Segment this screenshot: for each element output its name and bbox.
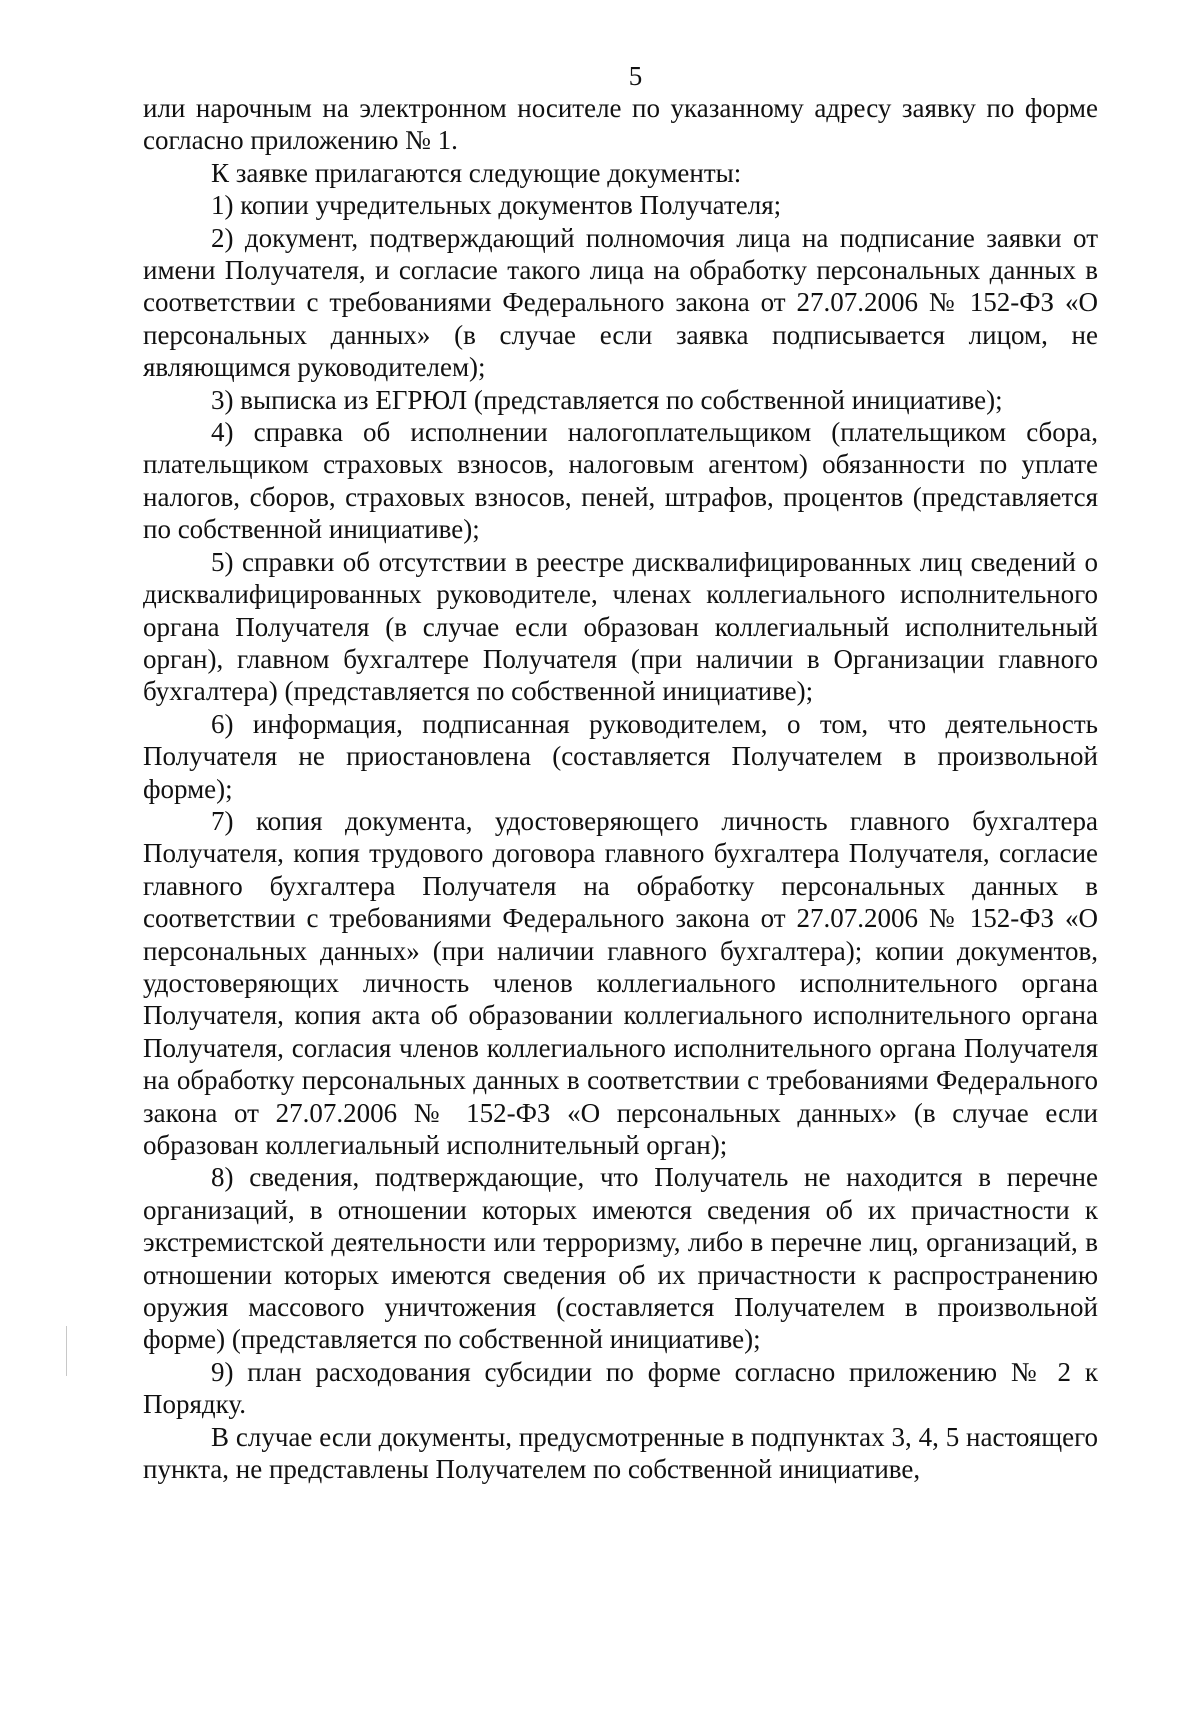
list-item-1: 1) копии учредительных документов Получателя;	[211, 190, 782, 221]
paragraph: или нарочным на электронном носителе по указанному адресу заявку по форме согласно приложению № 1.	[143, 93, 1098, 156]
list-item-9: 9) план расходования субсидии по форме согласно приложению № 2 к Порядку.	[143, 1356, 1098, 1420]
list-item-4: 4) справка об исполнении налогоплательщиком (плательщиком сбора, плательщиком страховых взносов, налоговым агентом) обязанности по уплате налогов, сборов, страховых взносов, пеней, штрафов, процентов (представляется по собственной инициативе);	[143, 417, 1098, 545]
document-body	[143, 92, 1098, 1485]
list-item-8: 8) сведения, подтверждающие, что Получатель не находится в перечне организаций, в отношении которых имеются сведения об их причастности к экстремистской деятельности или терроризму, либо в перечне лиц, организаций, в отношении которых имеются сведения об их причастности к распространению оружия массового уничтожения (составляется Получателем в произвольной форме) (представляется по собственной инициативе);	[143, 1162, 1098, 1355]
page-number: 5	[628, 61, 643, 91]
list-item-2: 2) документ, подтверждающий полномочия лица на подписание заявки от имени Получателя, и согласие такого лица на обработку персональных данных в соответствии с требованиями Федерального закона от 27.07.2006 № 152-ФЗ «О персональных данных» (в случае если заявка подписывается лицом, не являющимся руководителем);	[143, 222, 1098, 383]
document-page	[143, 60, 1098, 1485]
list-item-7: 7) копия документа, удостоверяющего личность главного бухгалтера Получателя, копия трудового договора главного бухгалтера Получателя, согласие главного бухгалтера Получателя на обработку персональных данных в соответствии с требованиями Федерального закона от 27.07.2006 № 152-ФЗ «О персональных данных» (при наличии главного бухгалтера); копии документов, удостоверяющих личность членов коллегиального исполнительного органа Получателя, копия акта об образовании коллегиального исполнительного органа Получателя, согласия членов коллегиального исполнительного органа Получателя на обработку персональных данных в соответствии с требованиями Федерального закона от 27.07.2006 № 152-ФЗ «О персональных данных» (в случае если образован коллегиальный исполнительный орган);	[143, 805, 1098, 1160]
margin-mark	[66, 1326, 67, 1376]
paragraph: В случае если документы, предусмотренные в подпунктах 3, 4, 5 настоящего пункта, не представлены Получателем по собственной инициативе,	[143, 1421, 1098, 1485]
list-item-6: 6) информация, подписанная руководителем, о том, что деятельность Получателя не приостановлена (составляется Получателем в произвольной форме);	[143, 708, 1098, 804]
list-item-3: 3) выписка из ЕГРЮЛ (представляется по собственной инициативе);	[211, 384, 1003, 415]
paragraph: К заявке прилагаются следующие документы:	[211, 157, 742, 188]
list-item-5: 5) справки об отсутствии в реестре дисквалифицированных лиц сведений о дисквалифицированных руководителе, членах коллегиального исполнительного органа Получателя (в случае если образован коллегиальный исполнительный орган), главном бухгалтере Получателя (при наличии в Организации главного бухгалтера) (представляется по собственной инициативе);	[143, 546, 1098, 707]
